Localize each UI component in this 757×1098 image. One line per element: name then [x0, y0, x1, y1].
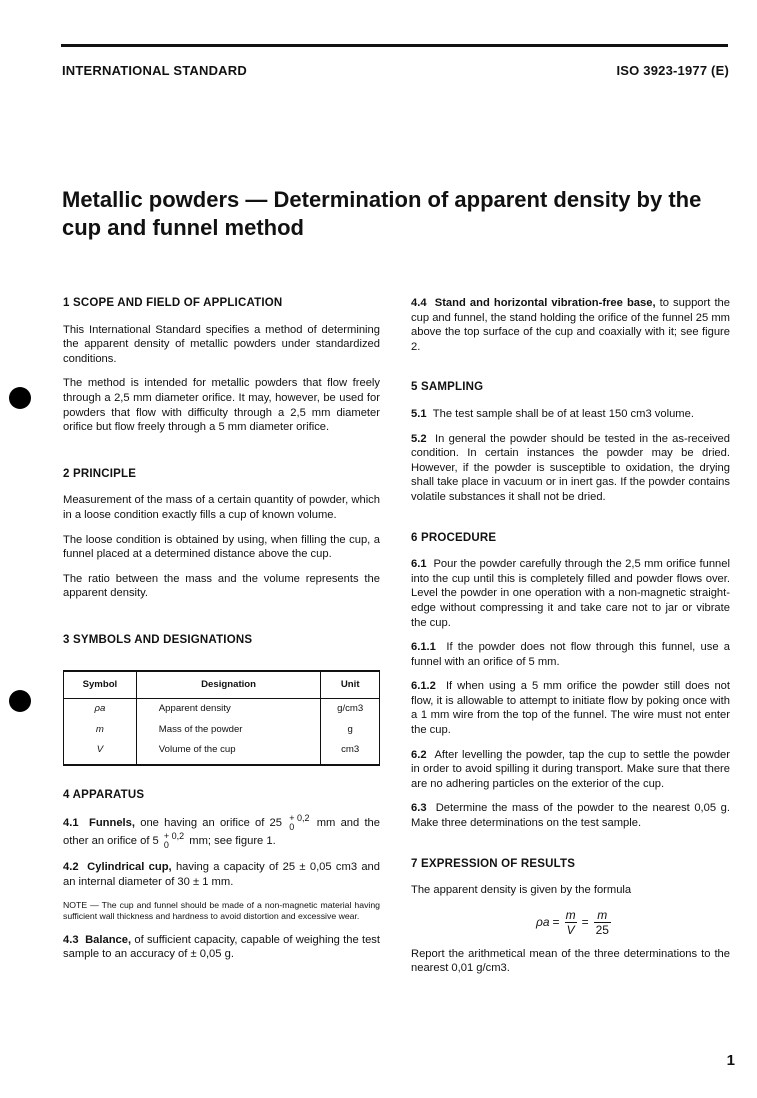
formula-intro: The apparent density is given by the formula [411, 884, 632, 897]
section-1-p1: This International Standard specifies a method of determining the apparent density of metallic powders under standardized conditions. [63, 323, 380, 365]
clause-text: to support the cup and funnel, the stand holding the orifice of the funnel 25 mm above the top surface of the cup and coaxially with it; see figure 2. [411, 297, 730, 353]
tolerance-lower: 0 [163, 840, 169, 851]
section-2-p3: The ratio between the mass and the volume represents the apparent density. [63, 572, 380, 600]
formula-numerator: m [597, 907, 608, 922]
clause-text: If when using a 5 mm orifice the powder still does not flow, it is allowable to attempt to initiate flow by poking once with a 1 mm wire from the top of the funnel. The wire must not enter the cup. [411, 680, 730, 737]
clause-text: mm; see figure 1. [186, 835, 276, 848]
punch-hole-top [9, 387, 31, 409]
table-cell-unit: g [321, 720, 380, 741]
clause-number: 6.1 [411, 558, 427, 571]
section-6-heading: 6 PROCEDURE [411, 531, 497, 544]
section-2-p2: The loose condition is obtained by using, when filling the cup, a funnel placed at a determined distance above the cup. [63, 533, 380, 561]
clause-term: Balance, [85, 933, 132, 946]
left-column [63, 296, 380, 972]
clause-number: 6.1.2 [411, 680, 436, 693]
table-cell-symbol: ρa [64, 699, 137, 720]
formula-lhs: ρa [536, 915, 550, 930]
apparatus-note: NOTE — The cup and funnel should be made of a non-magnetic material having sufficient wall thickness and hardness to avoid distortion and excessive wear. [63, 899, 380, 922]
standard-number: ISO 3923-1977 (E) [616, 63, 729, 78]
section-2-heading: 2 PRINCIPLE [63, 467, 137, 480]
clause-number: 4.1 [63, 817, 79, 830]
clause-text: of sufficient capacity, capable of weighing the test sample to an accuracy of ± 0,05 g. [63, 933, 380, 961]
section-5-heading: 5 SAMPLING [411, 381, 484, 394]
table-cell-unit: cm3 [321, 740, 380, 765]
section-2-p1: Measurement of the mass of a certain quantity of powder, which in a loose condition exactly fills a cup of known volume. [63, 494, 380, 521]
header-rule [61, 44, 728, 47]
clause-number: 4.2 [63, 861, 79, 874]
density-formula [536, 908, 730, 937]
table-row [64, 720, 380, 741]
clause-number: 6.3 [411, 802, 427, 815]
section-1-heading: 1 SCOPE AND FIELD OF APPLICATION [63, 297, 283, 309]
table-header-designation: Designation [136, 671, 321, 699]
formula-denominator: 25 [595, 922, 609, 937]
symbols-table [63, 670, 380, 766]
clause-text: In general the powder should be tested in the as-received condition. In certain instances the powder may be dried. However, if the powder is susceptible to oxidation, the drying shall take place in vacuum or in inert gas. If the powder contains volatile substances it shall not be dried. [411, 432, 730, 503]
clause-number: 4.4 [411, 297, 427, 309]
clause-6-1-2 [411, 679, 730, 737]
table-row [64, 740, 380, 765]
table-cell-designation: Volume of the cup [136, 740, 321, 765]
tolerance [164, 832, 184, 850]
clause-number: 5.2 [411, 432, 427, 445]
table-cell-designation: Apparent density [136, 699, 321, 720]
table-cell-designation: Mass of the powder [136, 720, 321, 741]
clause-number: 4.3 [63, 933, 79, 946]
formula-numerator: m [565, 907, 576, 922]
right-column [411, 296, 730, 986]
clause-text: The test sample shall be of at least 150 cm3 volume. [432, 407, 694, 420]
clause-6-3 [411, 801, 730, 830]
clause-4-3 [63, 933, 380, 962]
formula-denominator: V [566, 922, 575, 937]
formula-equals: = [552, 915, 560, 930]
clause-number: 6.2 [411, 748, 427, 761]
clause-text: one having an orifice of 25 [135, 817, 282, 830]
clause-number: 6.1.1 [411, 641, 436, 654]
table-cell-unit: g/cm3 [321, 699, 380, 720]
table-cell-symbol: V [64, 740, 137, 765]
tolerance-upper: + 0,2 [163, 831, 185, 842]
section-7-heading: 7 EXPRESSION OF RESULTS [411, 857, 576, 870]
clause-number: 5.1 [411, 407, 427, 420]
clause-5-2 [411, 432, 730, 505]
punch-hole-bottom [9, 690, 31, 712]
clause-text: After levelling the powder, tap the cup to settle the powder in order to avoid spilling it during transport. Make sure that there are no adhering particles on the exterior of the cup. [411, 748, 731, 790]
clause-text: having a capacity of 25 ± 0,05 cm3 and an internal diameter of 30 ± 1 mm. [63, 861, 381, 889]
section-1-p2: The method is intended for metallic powders that flow freely through a 2,5 mm diameter orifice. It may, however, be used for powders that flow with difficulty through a 2,5 mm diameter orifice but flow freely through a 5 mm diameter orifice. [63, 377, 380, 434]
clause-term: Stand and horizontal vibration-free base, [434, 297, 656, 309]
table-row [64, 699, 380, 720]
clause-5-1 [411, 407, 730, 422]
clause-6-1-1 [411, 640, 730, 669]
tolerance-upper: + 0,2 [289, 813, 310, 824]
clause-4-1 [63, 814, 380, 850]
clause-text: If the powder does not flow through this funnel, use a funnel with an orifice of 5 mm. [411, 641, 731, 668]
results-instruction: Report the arithmetical mean of the three determinations to the nearest 0,01 g/cm3. [411, 947, 730, 975]
clause-text: mm and the other an orifice of 5 [63, 817, 381, 848]
document-title: Metallic powders — Determination of apparent density by the cup and funnel method [62, 187, 702, 240]
clause-text: Pour the powder carefully through the 2,5 mm orifice funnel into the cup until this is completely filled and powder flows over. Level the powder in one operation with a non-magnetic straight-edge without compressing it and take care not to jar or vibrate the cup. [411, 558, 730, 629]
page-number: 1 [726, 1052, 735, 1069]
formula-fraction [594, 908, 611, 937]
clause-term: Cylindrical cup, [87, 861, 172, 874]
standard-label: INTERNATIONAL STANDARD [62, 63, 247, 78]
section-3-heading: 3 SYMBOLS AND DESIGNATIONS [63, 633, 253, 646]
table-cell-symbol: m [64, 720, 137, 741]
clause-text: Determine the mass of the powder to the nearest 0,05 g. Make three determinations on the test sample. [411, 802, 730, 830]
tolerance [289, 814, 309, 832]
section-4-heading: 4 APPARATUS [63, 788, 145, 801]
clause-6-2 [411, 748, 730, 792]
clause-4-4 [411, 296, 730, 354]
table-header-symbol: Symbol [64, 671, 137, 699]
formula-equals: = [581, 915, 589, 930]
clause-4-2 [63, 860, 380, 889]
table-header-unit: Unit [321, 671, 380, 699]
tolerance-lower: 0 [289, 822, 295, 833]
clause-term: Funnels, [89, 817, 135, 830]
clause-6-1 [411, 557, 730, 630]
formula-fraction [565, 908, 577, 937]
